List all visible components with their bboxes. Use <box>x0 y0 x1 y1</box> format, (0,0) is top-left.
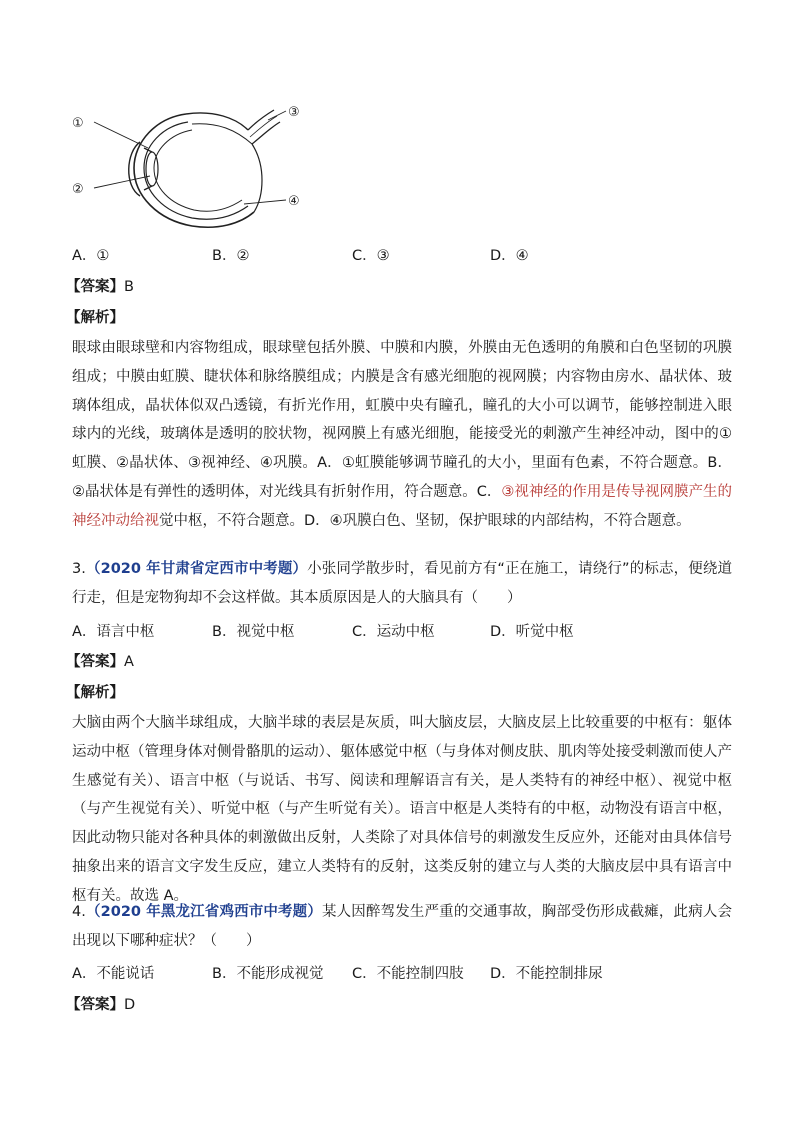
q4-answer-value: D <box>124 997 136 1013</box>
q4-option-b: B．不能形成视觉 <box>212 966 324 982</box>
q4-option-c: C．不能控制四肢 <box>352 966 464 982</box>
q3-option-b: B．视觉中枢 <box>212 624 295 640</box>
q2-option-d: D．④ <box>490 248 529 264</box>
q4-stem: 某人因醉驾发生严重的交通事故，胸部受伤形成截瘫，此病人会出现以下哪种症状？（ ） <box>72 904 732 949</box>
q3-answer-value: A <box>124 654 134 670</box>
q2-option-a: A．① <box>72 248 110 264</box>
eye-back-top <box>186 113 248 130</box>
q2-analysis-heading <box>66 308 124 328</box>
q4-option-d: D．不能控制排尿 <box>490 966 603 982</box>
callout-label-3: ③ <box>288 105 300 120</box>
q2-option-b: B．② <box>212 248 250 264</box>
q3-question <box>72 555 732 613</box>
callout-label-2: ② <box>72 182 84 197</box>
eye-back-lower <box>252 144 262 212</box>
eyeball-diagram <box>68 96 318 236</box>
q2-analysis-highlight: ③视神经的作用是传导视网膜产生的神经冲动给视 <box>72 483 732 529</box>
q3-analysis-tag: 【解析】 <box>66 685 124 701</box>
q4-answer-tag: 【答案】 <box>66 997 124 1013</box>
callout-label-1: ① <box>72 116 84 131</box>
callout-line-2 <box>94 176 150 188</box>
q2-answer-value: B <box>124 279 134 295</box>
q3-answer <box>66 652 134 672</box>
q3-answer-tag: 【答案】 <box>66 654 124 670</box>
q2-option-c: C．③ <box>352 248 390 264</box>
eye-inner-wall <box>144 122 248 219</box>
eye-retina <box>154 130 242 211</box>
callout-label-4: ④ <box>288 194 300 209</box>
q2-analysis-tag: 【解析】 <box>66 310 124 326</box>
q3-analysis-heading <box>66 683 124 703</box>
q3-source: （2020 年甘肃省定西市中考题） <box>85 561 308 577</box>
q3-analysis-text: 大脑由两个大脑半球组成，大脑半球的表层是灰质，叫大脑皮层，大脑皮层上比较重要的中枢有：躯体运动中枢（管理身体对侧骨骼肌的运动）、躯体感觉中枢（与身体对侧皮肤、肌肉等处接受刺激而使人产生感觉有关）、语言中枢（与说话、书写、阅读和理解语言有关，是人类特有的神经中枢）、视觉中枢（与产生视觉有关）、听觉中枢（与产生听觉有关）。语言中枢是人类特有的中枢，动物没有语言中枢，因此动物只能对各种具体的刺激做出反射，人类除了对具体信号的刺激发生反应外，还能对由具体信号抽象出来的语言文字发生反应，建立人类特有的反射，这类反射的建立与人类的大脑皮层中具有语言中枢有关。故选 A。 <box>72 715 732 904</box>
q3-option-a: A．语言中枢 <box>72 624 155 640</box>
q4-option-a: A．不能说话 <box>72 966 155 982</box>
q4-options <box>72 964 603 984</box>
q2-analysis-main: 眼球由眼球壁和内容物组成，眼球壁包括外膜、中膜和内膜，外膜由无色透明的角膜和白色坚韧的巩膜组成；中膜由虹膜、睫状体和脉络膜组成；内膜是含有感光细胞的视网膜；内容物由房水、晶状体、玻璃体组成，晶状体似双凸透镜，有折光作用，虹膜中央有瞳孔，瞳孔的大小可以调节，能够控制进入眼球内的光线，玻璃体是透明的胶状物，视网膜上有感光细胞，能接受光的刺激产生神经冲动，图中的①虹膜、②晶状体、③视神经、④巩膜。A．①虹膜能够调节瞳孔的大小，里面有色素，不符合题意。B．②晶状体是有弹性的透明体，对光线具有折射作用，符合题意。C． <box>72 340 732 500</box>
q4-answer <box>66 995 135 1015</box>
q4-source: （2020 年黑龙江省鸡西市中考题） <box>85 904 322 920</box>
q3-stem: 小张同学散步时，看见前方有“正在施工，请绕行”的标志，便绕道行走，但是宠物狗却不会这样做。其本质原因是人的大脑具有（ ） <box>72 561 732 606</box>
q2-answer <box>66 277 134 297</box>
q2-options <box>72 246 529 266</box>
q4-question <box>72 898 732 956</box>
q3-number: 3. <box>72 561 86 577</box>
q2-answer-tag: 【答案】 <box>66 279 124 295</box>
eye-back-mid <box>192 124 252 144</box>
q3-option-c: C．运动中枢 <box>352 624 435 640</box>
q3-option-d: D．听觉中枢 <box>490 624 574 640</box>
optic-nerve-upper <box>248 110 274 130</box>
q4-number: 4. <box>72 904 86 920</box>
optic-nerve-lower <box>252 122 280 144</box>
q2-analysis-end: 觉中枢，不符合题意。D．④巩膜白色、坚韧，保护眼球的内部结构，不符合题意。 <box>159 512 691 529</box>
lens <box>146 152 158 186</box>
callout-line-4 <box>244 200 286 204</box>
callout-line-1 <box>94 122 148 148</box>
q3-options <box>72 622 574 642</box>
q2-analysis-text <box>72 334 732 536</box>
